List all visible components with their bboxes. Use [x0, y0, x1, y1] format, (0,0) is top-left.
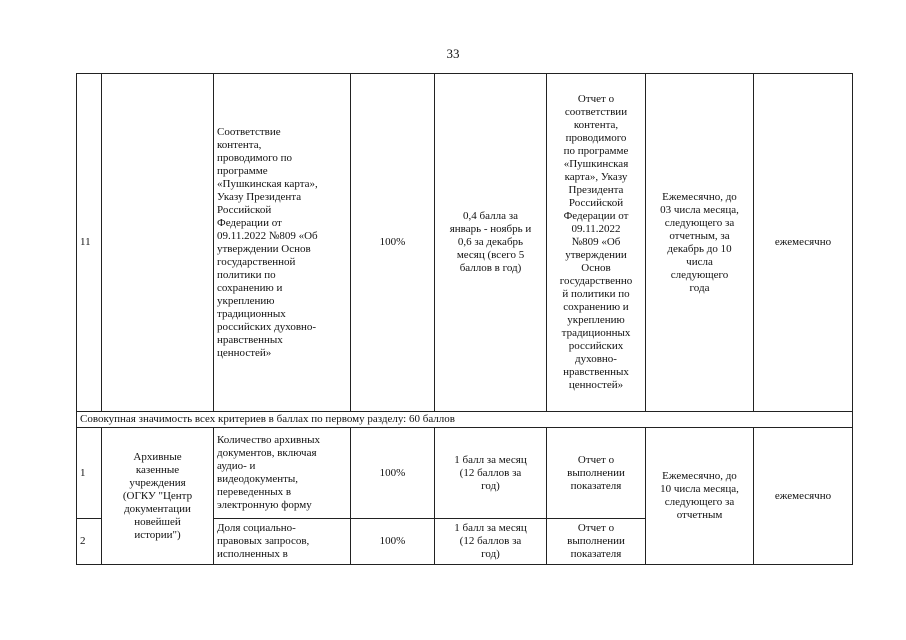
deadline-cell: Ежемесячно, до 03 числа месяца, следующего за отчетным, за декабрь до 10 числа следующего года: [646, 74, 754, 412]
table-row-11: [77, 74, 853, 412]
score-cell: 1 балл за месяц (12 баллов за год): [435, 428, 547, 519]
source-cell: Отчет о соответствии контента, проводимого по программе «Пушкинская карта», Указу Президента Российской Федерации от 09.11.2022 №809 «Об утверждении Основ государственно й политики по сохранению и укреплению традиционных российских духовно- нравственных ценностей»: [547, 74, 646, 412]
score-cell: 1 балл за месяц (12 баллов за год): [435, 519, 547, 565]
weight-cell: 100%: [351, 519, 435, 565]
deadline-cell: Ежемесячно, до 10 числа месяца, следующего за отчетным: [646, 428, 754, 565]
table-row-1: [77, 428, 853, 519]
row-number: 1: [77, 428, 102, 519]
criteria-table: [76, 73, 853, 565]
score-cell: 0,4 балла за январь - ноябрь и 0,6 за декабрь месяц (всего 5 баллов в год): [435, 74, 547, 412]
source-cell: Отчет о выполнении показателя: [547, 519, 646, 565]
page-number: 33: [446, 46, 460, 61]
source-cell: Отчет о выполнении показателя: [547, 428, 646, 519]
institution-cell: [102, 74, 214, 412]
criterion-cell: Количество архивных документов, включая аудио- и видеодокументы, переведенных в электронную форму: [214, 428, 351, 519]
row-number: 2: [77, 519, 102, 565]
frequency-cell: ежемесячно: [754, 428, 853, 565]
criterion-cell: Соответствие контента, проводимого по программе «Пушкинская карта», Указу Президента Российской Федерации от 09.11.2022 №809 «Об утверждении Основ государственной политики по сохранению и укреплению традиционных российских духовно- нравственных ценностей»: [214, 74, 351, 412]
frequency-cell: ежемесячно: [754, 74, 853, 412]
criterion-cell: Доля социально- правовых запросов, исполненных в: [214, 519, 351, 565]
section-total: Совокупная значимость всех критериев в баллах по первому разделу: 60 баллов: [77, 412, 853, 428]
table-row-total: [77, 412, 853, 428]
weight-cell: 100%: [351, 74, 435, 412]
weight-cell: 100%: [351, 428, 435, 519]
institution-cell: Архивные казенные учреждения (ОГКУ "Центр документации новейшей истории"): [102, 428, 214, 565]
row-number: 11: [77, 74, 102, 412]
